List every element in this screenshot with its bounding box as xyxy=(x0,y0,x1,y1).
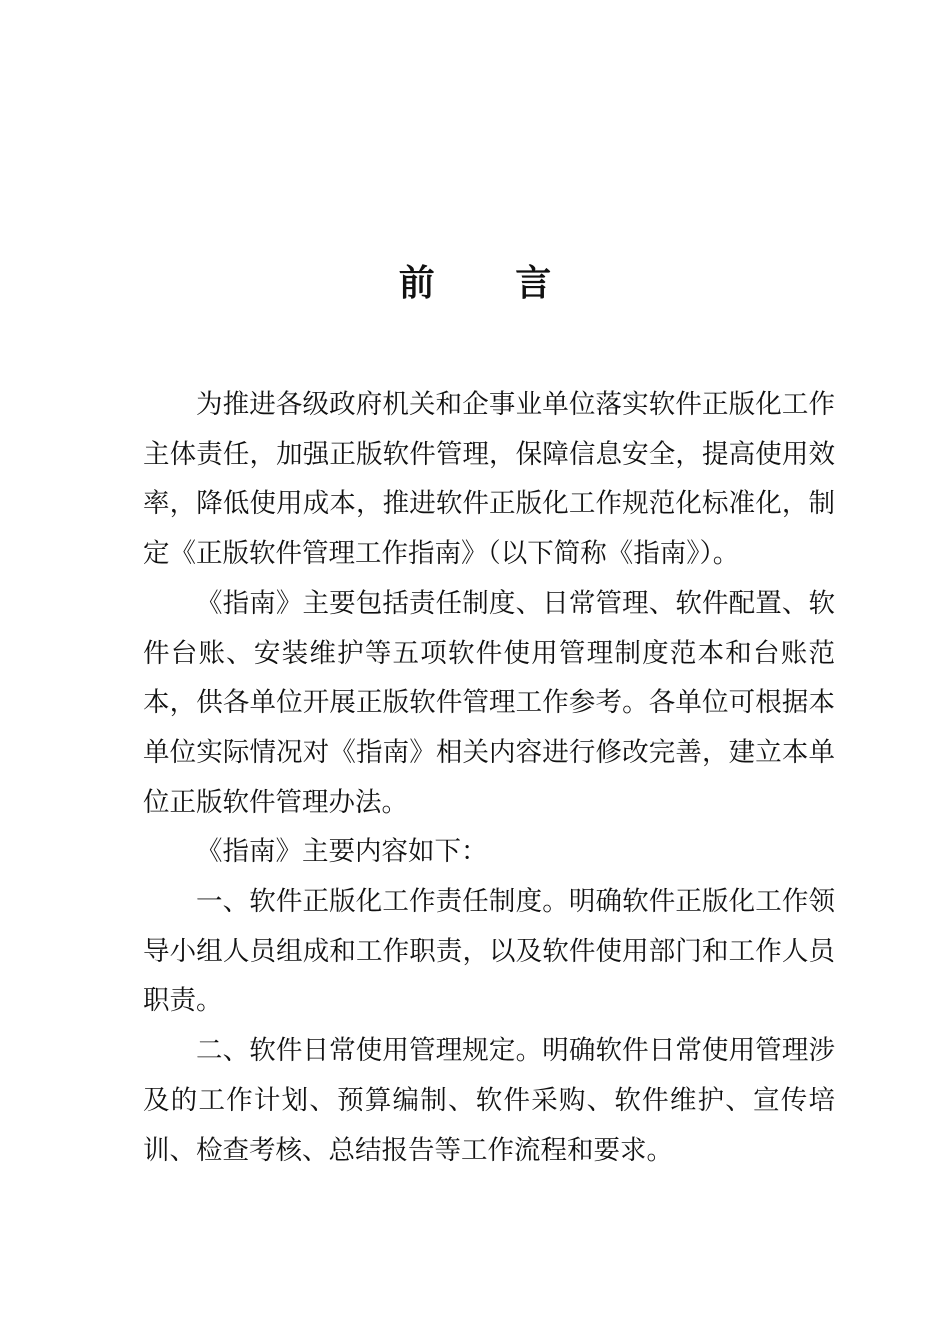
paragraph-item-two: 二、软件日常使用管理规定。明确软件日常使用管理涉及的工作计划、预算编制、软件采购、软件维护、宣传培训、检查考核、总结报告等工作流程和要求。 xyxy=(143,1035,835,1166)
paragraph-purpose: 为推进各级政府机关和企事业单位落实软件正版化工作主体责任，加强正版软件管理，保障信息安全，提高使用效率，降低使用成本，推进软件正版化工作规范化标准化，制定《正版软件管理工作指南》（以下简称《指南》）。 xyxy=(143,389,835,570)
paragraph-scope: 《指南》主要包括责任制度、日常管理、软件配置、软件台账、安装维护等五项软件使用管理制度范本和台账范本，供各单位开展正版软件管理工作参考。各单位可根据本单位实际情况对《指南》相关内容进行修改完善，建立本单位正版软件管理办法。 xyxy=(143,587,835,818)
paragraph-contents-intro: 《指南》主要内容如下： xyxy=(196,836,488,868)
paragraph-item-one: 一、软件正版化工作责任制度。明确软件正版化工作领导小组人员组成和工作职责，以及软件使用部门和工作人员职责。 xyxy=(143,886,835,1017)
document-body xyxy=(143,380,835,1175)
page-title: 前 言 xyxy=(398,262,586,304)
